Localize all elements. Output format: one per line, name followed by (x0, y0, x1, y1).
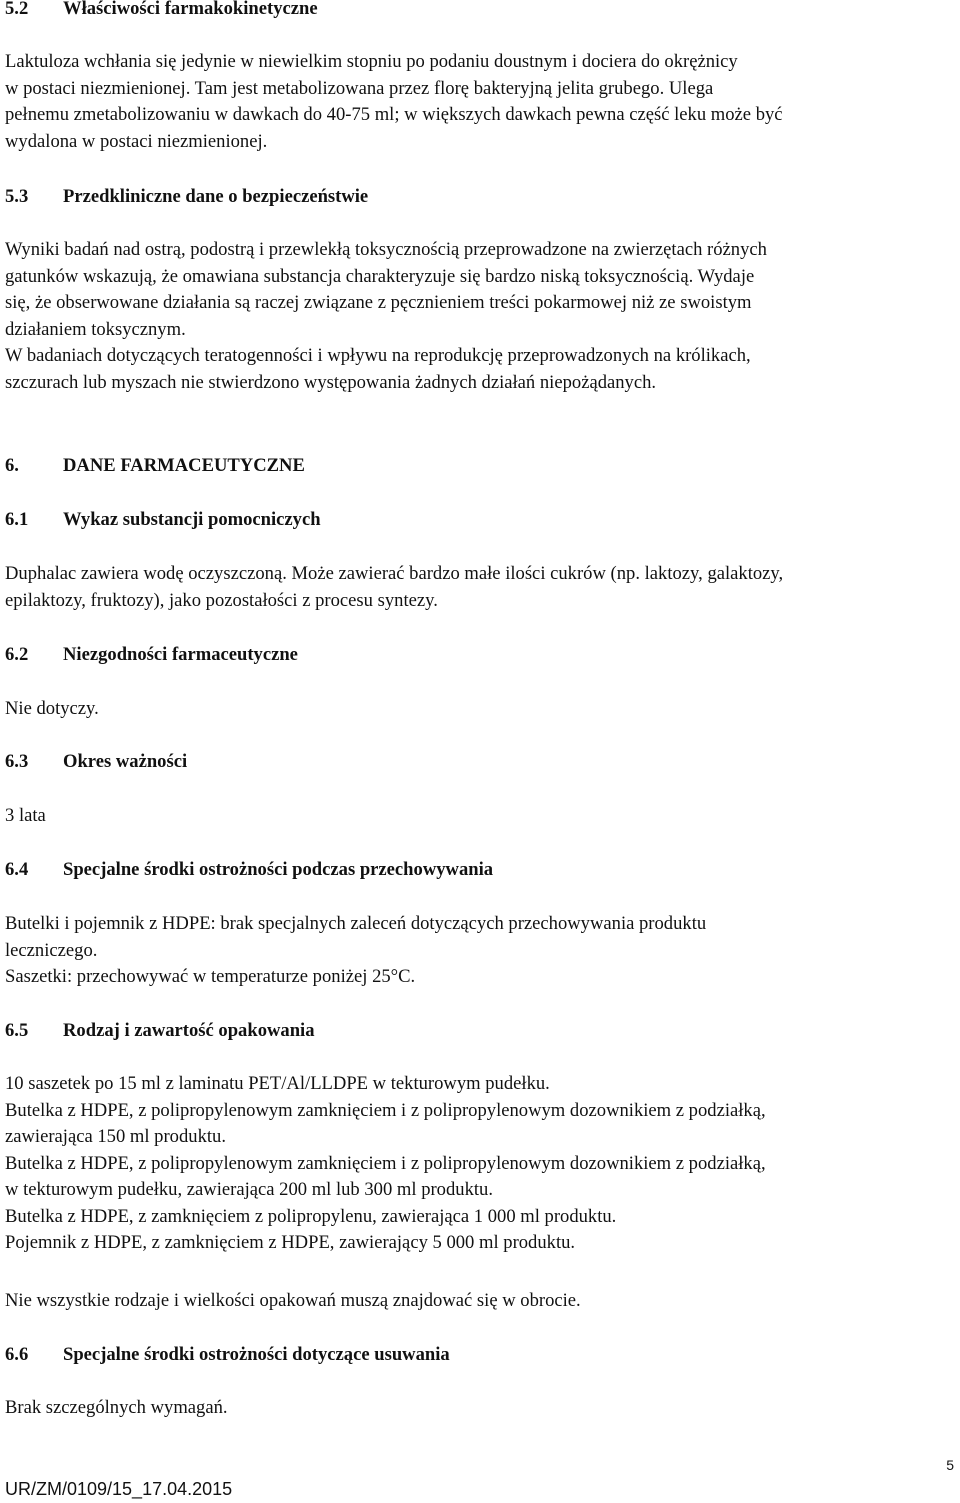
section-heading-6 (5, 453, 305, 480)
text-line: Pojemnik z HDPE, z zamknięciem z HDPE, zawierający 5 000 ml produktu. (5, 1232, 576, 1253)
text-line: Butelka z HDPE, z polipropylenowym zamknięciem i z polipropylenowym dozownikiem z podziałką, (5, 1152, 766, 1174)
text-line: Saszetki: przechowywać w temperaturze poniżej 25°C. (5, 966, 416, 987)
paragraph-6-3 (5, 803, 953, 830)
paragraph-5-2 (5, 49, 953, 155)
text-line: Butelka z HDPE, z polipropylenowym zamknięciem i z polipropylenowym dozownikiem z podziałką, (5, 1099, 766, 1121)
text-line: się, że obserwowane działania są raczej związane z pęcznieniem treści pokarmowej niż ze swoistym (5, 292, 752, 313)
section-number: 6.1 (5, 509, 29, 530)
paragraph-6-6 (5, 1395, 953, 1422)
section-heading-6-3 (5, 749, 187, 776)
text-line: W badaniach dotyczących teratogenności i wpływu na reprodukcję przeprowadzonych na królikach, (5, 345, 751, 366)
paragraph-5-3 (5, 237, 953, 396)
text-line: zawierająca 150 ml produktu. (5, 1126, 226, 1147)
section-heading-6-5 (5, 1018, 315, 1045)
paragraph-6-5 (5, 1071, 953, 1257)
section-heading-5-2 (5, 0, 318, 23)
section-title: DANE FARMACEUTYCZNE (63, 455, 305, 476)
section-title: Niezgodności farmaceutyczne (63, 644, 298, 665)
section-title: Przedkliniczne dane o bezpieczeństwie (63, 186, 369, 207)
section-number: 6.2 (5, 644, 29, 665)
text-line: Butelka z HDPE, z zamknięciem z polipropylenu, zawierająca 1 000 ml produktu. (5, 1205, 617, 1227)
text-line: epilaktozy, fruktozy), jako pozostałości z procesu syntezy. (5, 589, 438, 611)
page-number: 5 (946, 1457, 954, 1473)
section-number: 6.3 (5, 751, 29, 772)
section-title: Specjalne środki ostrożności dotyczące usuwania (63, 1344, 450, 1365)
section-heading-6-6 (5, 1342, 450, 1369)
text-line: Nie wszystkie rodzaje i wielkości opakowań muszą znajdować się w obrocie. (5, 1290, 581, 1311)
paragraph-6-5-note (5, 1288, 953, 1315)
section-heading-6-4 (5, 857, 493, 884)
section-heading-6-1 (5, 507, 321, 534)
paragraph-6-4 (5, 911, 953, 991)
section-heading-5-3 (5, 184, 368, 211)
text-line: leczniczego. (5, 939, 98, 961)
section-title: Specjalne środki ostrożności podczas przechowywania (63, 859, 494, 880)
text-line: Laktuloza wchłania się jedynie w niewielkim stopniu po podaniu doustnym i dociera do okrężnicy (5, 51, 738, 72)
paragraph-6-2 (5, 696, 953, 723)
text-line: Duphalac zawiera wodę oczyszczoną. Może zawierać bardzo małe ilości cukrów (np. laktozy, galaktozy, (5, 563, 784, 584)
text-line: Nie dotyczy. (5, 698, 99, 719)
section-number: 6.5 (5, 1020, 29, 1041)
section-number: 5.2 (5, 0, 29, 19)
section-title: Rodzaj i zawartość opakowania (63, 1020, 315, 1041)
text-line: Butelki i pojemnik z HDPE: brak specjalnych zaleceń dotyczących przechowywania produktu (5, 913, 707, 934)
text-line: działaniem toksycznym. (5, 318, 186, 340)
section-number: 6. (5, 455, 19, 476)
section-number: 5.3 (5, 186, 29, 207)
section-number: 6.4 (5, 859, 29, 880)
section-title: Wykaz substancji pomocniczych (63, 509, 321, 530)
section-title: Właściwości farmakokinetyczne (63, 0, 318, 19)
text-line: 10 saszetek po 15 ml z laminatu PET/Al/LLDPE w tekturowym pudełku. (5, 1073, 550, 1094)
text-line: w tekturowym pudełku, zawierająca 200 ml lub 300 ml produktu. (5, 1179, 493, 1200)
text-line: wydalona w postaci niezmienionej. (5, 130, 268, 152)
paragraph-6-1 (5, 561, 953, 614)
document-code: UR/ZM/0109/15_17.04.2015 (5, 1479, 233, 1499)
text-line: pełnemu zmetabolizowaniu w dawkach do 40-75 ml; w większych dawkach pewna część leku może być (5, 104, 783, 125)
text-line: w postaci niezmienionej. Tam jest metabolizowana przez florę bakteryjną jelita grubego. Ulega (5, 77, 714, 99)
section-number: 6.6 (5, 1344, 29, 1365)
section-heading-6-2 (5, 642, 298, 669)
text-line: 3 lata (5, 805, 46, 826)
text-line: Brak szczególnych wymagań. (5, 1397, 228, 1418)
text-line: szczurach lub myszach nie stwierdzono występowania żadnych działań niepożądanych. (5, 371, 657, 393)
section-title: Okres ważności (63, 751, 188, 772)
text-line: gatunków wskazują, że omawiana substancja charakteryzuje się bardzo niską toksycznością. Wydaje (5, 265, 755, 287)
text-line: Wyniki badań nad ostrą, podostrą i przewlekłą toksycznością przeprowadzone na zwierzętach różnych (5, 239, 767, 260)
